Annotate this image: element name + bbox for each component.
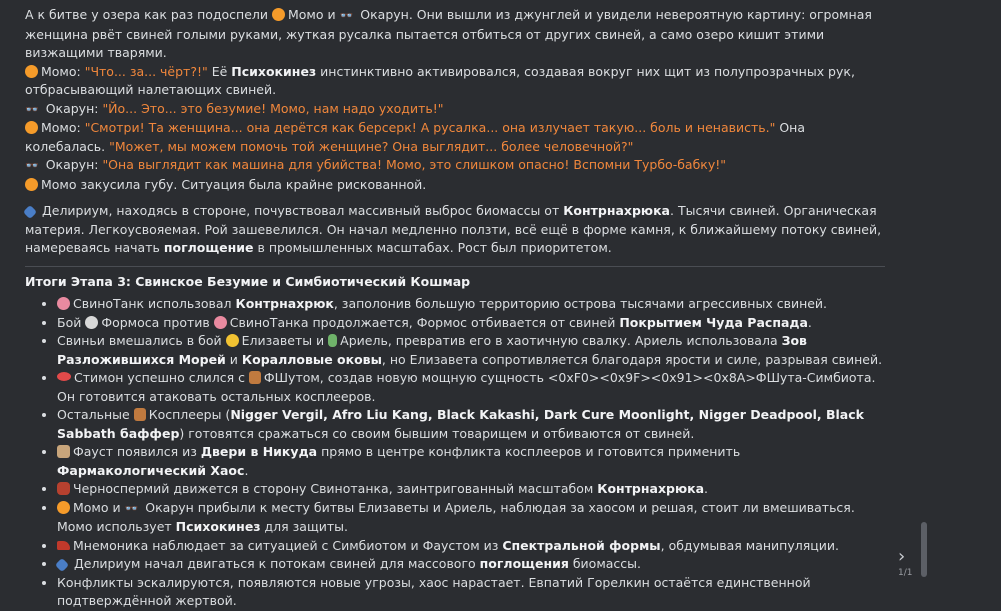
- paragraph-okarun-2: 👓 Окарун: "Она выглядит как машина для убийства! Момо, это слишком опасно! Вспомни Турбо-бабку!": [25, 156, 885, 176]
- momo-face-icon: [272, 8, 285, 21]
- message-content: [25, 6, 885, 611]
- glasses-icon: 👓: [25, 159, 39, 172]
- list-item: • Конфликты эскалируются, появляются новые угрозы, хаос нарастает. Евпатий Горелкин остаётся единственной подтверждённой жертвой.: [57, 574, 885, 611]
- glasses-icon: 👓: [25, 102, 39, 116]
- list-item: • Делириум начал двигаться к потокам свиней для массового поглощения биомассы.: [57, 555, 885, 574]
- paragraph-okarun-1: 👓 Окарун: "Йо... Это... это безумие! Момо, нам надо уходить!": [25, 100, 885, 120]
- momo-face-icon: [57, 501, 70, 514]
- list-item: • СвиноТанк использовал Контрнахрюк, заполонив большую территорию острова тысячами агрессивных свиней.: [57, 295, 885, 314]
- pig-icon: [214, 316, 227, 329]
- paragraph-intro: А к битве у озера как раз подоспели Момо и 👓 Окарун. Они вышли из джунглей и увидели невероятную картину: огромная женщина рвёт свиней голыми руками, жуткая русалка пытается отбиться от других свиней, а само озеро кишит этими визжащими тварями.: [25, 7, 872, 60]
- people-icon: [134, 408, 146, 421]
- glasses-icon: 👓: [124, 501, 139, 515]
- list-item: • Свиньи вмешались в бой Елизаветы и Ариель, превратив его в хаотичную свалку. Ариель использовала Зов Разложившихся Морей и Коралловые оковы, но Елизавета сопротивляется благодаря ярости и силе, разрывая свиней.: [57, 332, 885, 369]
- list-item: • Бой Формоса против СвиноТанка продолжается, Формос отбивается от свиней Покрытием Чуда Распада.: [57, 314, 885, 333]
- pig-icon: [57, 297, 70, 310]
- list-item: • Момо и 👓 Окарун прибыли к месту битвы Елизаветы и Ариель, наблюдая за хаосом и решая, стоит ли вмешиваться. Момо использует Психокинез для защиты.: [57, 499, 885, 537]
- people-icon: [249, 371, 261, 384]
- face-icon: [226, 334, 239, 347]
- scrollbar-thumb[interactable]: [921, 522, 927, 577]
- mermaid-icon: [328, 334, 337, 347]
- faust-icon: [57, 445, 70, 458]
- eye-icon: [57, 372, 71, 381]
- summary-list: [25, 295, 885, 611]
- paragraph-momo-3: Момо закусила губу. Ситуация была крайне рискованной.: [25, 176, 885, 195]
- list-item: • Фауст появился из Двери в Никуда прямо в центре конфликта косплееров и готовится применить Фармакологический Хаос.: [57, 443, 885, 480]
- glasses-icon: 👓: [339, 9, 354, 22]
- paragraph-momo-1: Момо: "Что... за... чёрт?!" Её Психокинез инстинктивно активировался, создавая вокруг них щит из полупрозрачных рук, отбрасывающий налетающих свиней.: [25, 63, 855, 97]
- high-heel-icon: [57, 541, 70, 550]
- paragraph-momo-2: Момо: "Смотри! Та женщина... она дерётся как берсерк! А русалка... она излучает такую... боль и ненависть." Она колебалась. "Может, мы можем помочь той женщине? Она выглядит... более человечной?": [25, 120, 806, 154]
- list-item: • Мнемоника наблюдает за ситуацией с Симбиотом и Фаустом из Спектральной формы, обдумывая манипуляции.: [57, 537, 885, 556]
- list-item: • Черноспермий движется в сторону Свинотанка, заинтригованный масштабом Контрнахрюка.: [57, 480, 885, 499]
- momo-face-icon: [25, 121, 38, 134]
- delirium-gem-icon: [55, 558, 69, 572]
- page-indicator: 1/1: [898, 568, 913, 578]
- demon-icon: [57, 482, 70, 495]
- paragraph-delirium: Делириум, находясь в стороне, почувствовал массивный выброс биомассы от Контрнахрюка. Тысячи свиней. Органическая материя. Легкоусвояемая. Рой зашевелился. Он начал медленно ползти, всё ещё в форме камня, к ближайшему потоку свиней, намереваясь начать поглощение в промышленных масштабах. Рост был приоритетом.: [25, 202, 885, 258]
- list-item: • Стимон успешно слился с ФШутом, создав новую мощную сущность <0xF0><0x9F><0x91><0x8A>ФШута-Симбиота. Он готовится атаковать остальных косплееров.: [57, 369, 885, 406]
- momo-face-icon: [25, 65, 38, 78]
- section-heading: Итоги Этапа 3: Свинское Безумие и Симбиотический Кошмар: [25, 273, 471, 289]
- skull-icon: [85, 316, 98, 329]
- momo-face-icon: [25, 178, 38, 191]
- delirium-gem-icon: [23, 205, 37, 219]
- list-item: • Остальные Косплееры (Nigger Vergil, Afro Liu Kang, Black Kakashi, Dark Cure Moonlight, Nigger Deadpool, Black Sabbath баффер) готовятся сражаться со своим бывшим товарищем и отбиваются от свиней.: [57, 406, 885, 443]
- chevron-right-icon[interactable]: ›: [898, 546, 906, 567]
- divider: [25, 266, 885, 267]
